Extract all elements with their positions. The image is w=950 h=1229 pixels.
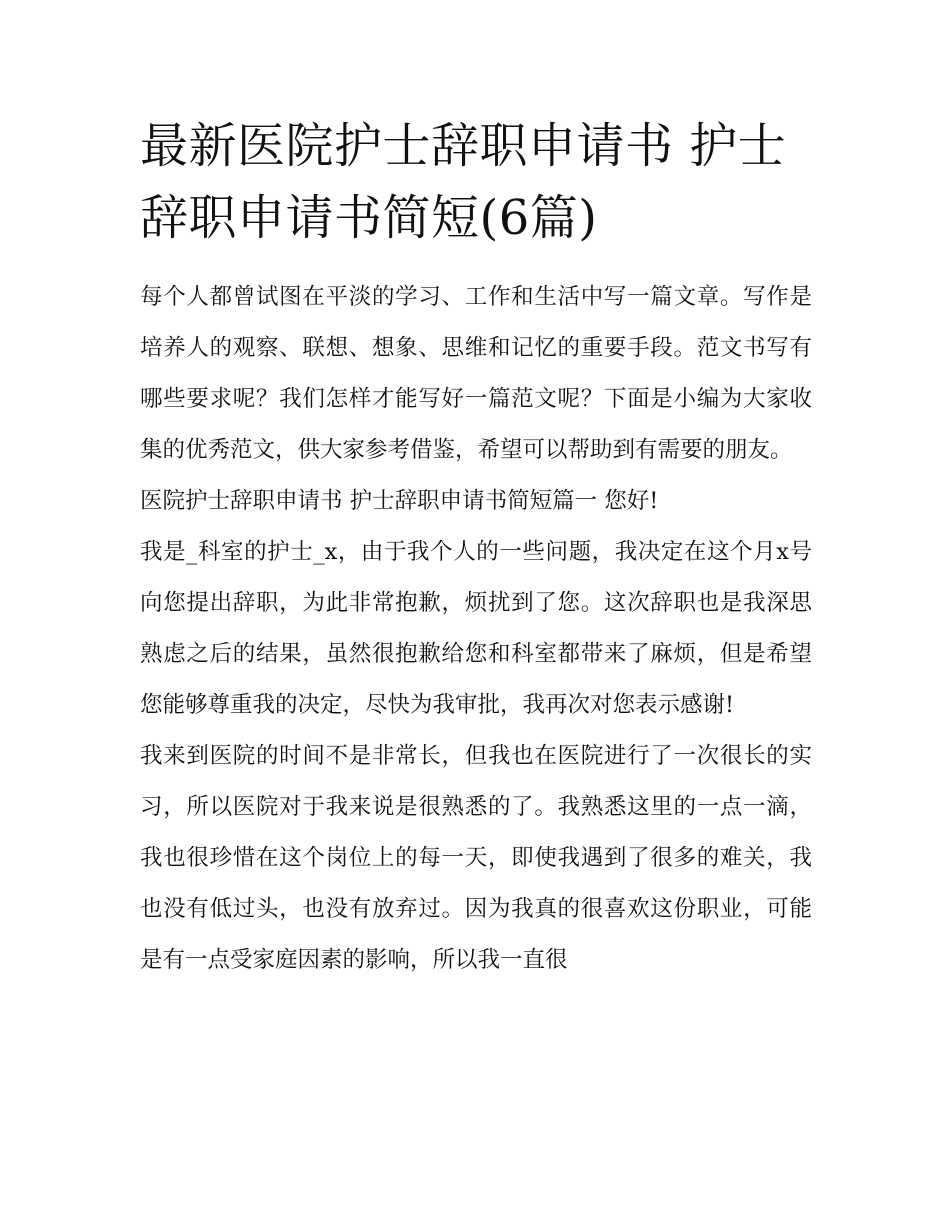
paragraph-intro: 每个人都曾试图在平淡的学习、工作和生活中写一篇文章。写作是培养人的观察、联想、想象、思维和记忆的重要手段。范文书写有哪些要求呢？我们怎样才能写好一篇范文呢？下面是小编为大家收集的优秀范文，供大家参考借鉴，希望可以帮助到有需要的朋友。 (140, 284, 812, 463)
paragraph-body-1: 我是_科室的护士_x，由于我个人的一些问题，我决定在这个月x号向您提出辞职，为此非常抱歉，烦扰到了您。这次辞职也是我深思熟虑之后的结果，虽然很抱歉给您和科室都带来了麻烦，但是希望您能够尊重我的决定，尽快为我审批，我再次对您表示感谢! (140, 539, 812, 718)
document-title: 最新医院护士辞职申请书 护士辞职申请书简短(6篇) (140, 118, 787, 246)
paragraph-section-heading: 医院护士辞职申请书 护士辞职申请书简短篇一 您好! (140, 488, 659, 514)
paragraph-body-2: 我来到医院的时间不是非常长，但我也在医院进行了一次很长的实习，所以医院对于我来说是很熟悉的了。我熟悉这里的一点一滴，我也很珍惜在这个岗位上的每一天，即使我遇到了很多的难关，我也没有低过头，也没有放弃过。因为我真的很喜欢这份职业，可能是有一点受家庭因素的影响，所以我一直很 (140, 743, 812, 973)
